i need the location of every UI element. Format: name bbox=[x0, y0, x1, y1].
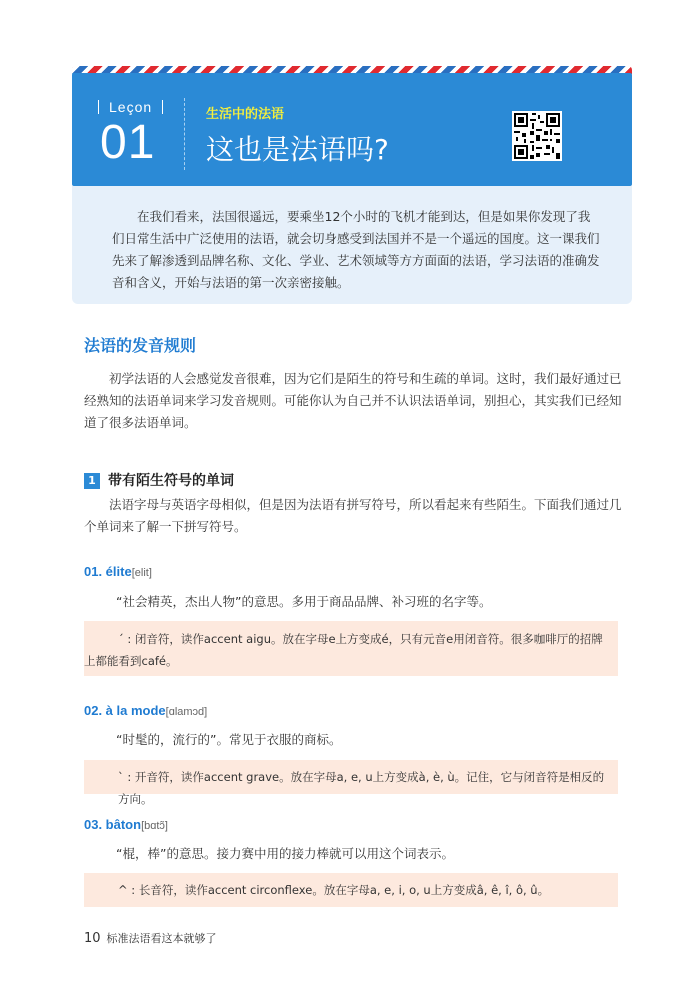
header-divider bbox=[184, 98, 185, 170]
word-ipa: [elit] bbox=[131, 567, 152, 579]
book-title: 标准法语看这本就够了 bbox=[106, 932, 217, 945]
lesson-title: 这也是法语吗? bbox=[206, 133, 389, 166]
lesson-label-text: Leçon bbox=[109, 99, 153, 115]
page-footer bbox=[84, 930, 217, 946]
word-label: 01. élite bbox=[84, 564, 132, 579]
lesson-label bbox=[88, 99, 173, 115]
intro-text: 在我们看来，法国很遥远，要乘坐12个小时的飞机才能到达，但是如果你发现了我们日常生活中广泛使用的法语，就会切身感受到法国并不是一个遥远的国度。这一课我们先来了解渗透到品牌名称、文化、学业、艺术领域等方方面面的法语，学习法语的准确发音和含义，开始与法语的第一次亲密接触。 bbox=[112, 209, 600, 290]
word-label: 02. à la mode bbox=[84, 703, 166, 718]
word-note-box bbox=[84, 873, 618, 907]
word-note: ´ : 闭音符，读作accent aigu。放在字母e上方变成é，只有元音e用闭音符。很多咖啡厅的招牌上都能看到café。 bbox=[84, 632, 603, 668]
word-entry-label bbox=[84, 564, 152, 579]
word-meaning: “社会精英，杰出人物”的意思。多用于商品品牌、补习班的名字等。 bbox=[116, 594, 492, 609]
lesson-number: 01 bbox=[100, 116, 156, 169]
page-number: 10 bbox=[84, 931, 101, 946]
word-entry-label bbox=[84, 817, 168, 832]
subsection-heading-text: 带有陌生符号的单词 bbox=[108, 473, 234, 489]
lesson-subtitle: 生活中的法语 bbox=[206, 107, 285, 122]
word-label: 03. bâton bbox=[84, 817, 142, 832]
word-note: ` : 开音符，读作accent grave。放在字母a, e, u上方变成à, è, ù。记住，它与闭音符是相反的方向。 bbox=[118, 770, 605, 806]
section-paragraph: 初学法语的人会感觉发音很难，因为它们是陌生的符号和生疏的单词。这时，我们最好通过已经熟知的法语单词来学习发音规则。可能你认为自己并不认识法语单词，别担心，其实我们已经知道了很多法语单词。 bbox=[84, 371, 622, 430]
word-note-box bbox=[84, 760, 618, 806]
subsection-heading bbox=[84, 470, 234, 490]
word-note-box bbox=[84, 621, 618, 676]
word-meaning: “棍，棒”的意思。接力赛中用的接力棒就可以用这个词表示。 bbox=[116, 846, 454, 861]
word-meaning: “时髦的，流行的”。常见于衣服的商标。 bbox=[116, 732, 342, 747]
intro-box bbox=[72, 186, 632, 304]
word-entry-label bbox=[84, 703, 207, 718]
subsection-badge: 1 bbox=[84, 473, 100, 489]
word-note: ^ : 长音符，读作accent circonflexe。放在字母a, e, i, o, u上方变成â, ê, î, ô, û。 bbox=[118, 883, 550, 897]
word-ipa: [ɑlamɔd] bbox=[165, 706, 208, 718]
lesson-header bbox=[72, 73, 632, 186]
section-heading: 法语的发音规则 bbox=[84, 336, 197, 355]
subsection-paragraph: 法语字母与英语字母相似，但是因为法语有拼写符号，所以看起来有些陌生。下面我们通过几个单词来了解一下拼写符号。 bbox=[84, 497, 622, 534]
qr-code-icon bbox=[512, 111, 562, 161]
word-ipa: [bɑtɔ̃] bbox=[141, 820, 168, 832]
